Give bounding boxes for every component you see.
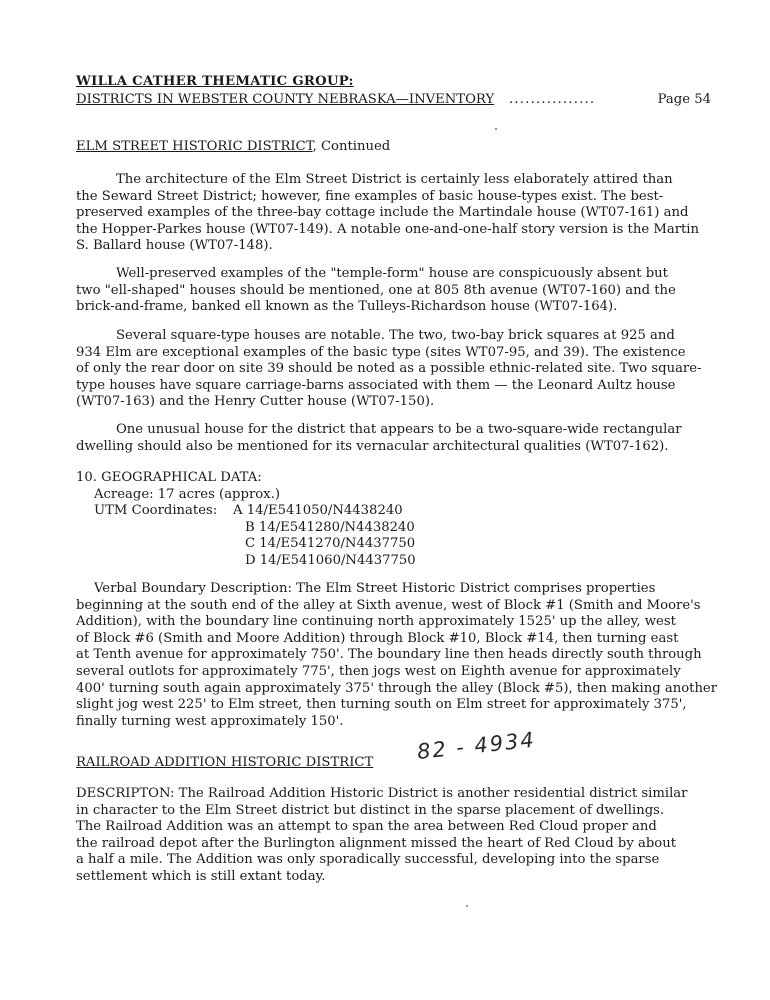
text-line: finally turning west approximately 150'. [76,713,344,729]
utm-coordinate: C 14/E541270/N4437750 [245,536,416,552]
text-line: brick-and-frame, banked ell known as the Tulleys-Richardson house (WT07-164). [76,299,618,315]
elm-paragraph-3 [76,328,716,411]
handwritten-reference-number: 82 - 4934 [415,727,537,764]
railroad-description [76,786,716,886]
utm-coordinates [94,503,416,569]
text-line: 400' turning south again approximately 375' through the alley (Block #5), then making another [76,680,718,696]
text-line: slight jog west 225' to Elm street, then turning south on Elm street for approximately 375', [76,697,687,713]
elm-paragraph-4 [76,422,716,455]
text-line: beginning at the south end of the alley at Sixth avenue, west of Block #1 (Smith and Moore's [76,597,701,613]
text-line: a half a mile. The Addition was only sporadically successful, developing into the sparse [76,852,660,868]
header-subtitle: DISTRICTS IN WEBSTER COUNTY NEBRASKA—INVENTORY [76,92,495,107]
elm-paragraph-2 [76,266,716,316]
text-line: of only the rear door on site 39 should be noted as a possible ethnic-related site. Two square- [76,361,702,377]
text-line: at Tenth avenue for approximately 750'. The boundary line then heads directly south through [76,647,702,663]
utm-coordinate: D 14/E541060/N4437750 [245,552,416,568]
elm-paragraph-1 [76,172,716,255]
verbal-boundary-description [76,581,716,730]
text-line: One unusual house for the district that appears to be a two-square-wide rectangular [116,422,682,437]
text-line: 934 Elm are exceptional examples of the basic type (sites WT07-95, and 39). The existence [76,344,686,360]
text-line: Well-preserved examples of the "temple-form" house are conspicuously absent but [116,266,668,281]
text-line: Several square-type houses are notable. The two, two-bay brick squares at 925 and [116,328,675,343]
geographical-data-section [76,470,716,570]
elm-heading: ELM STREET HISTORIC DISTRICT [76,139,313,154]
text-line: of Block #6 (Smith and Moore Addition) through Block #10, Block #14, then turning east [76,630,679,646]
text-line: the Seward Street District; however, fine examples of basic house-types exist. The best- [76,188,664,204]
scan-speck [466,905,468,907]
text-line: in character to the Elm Street district but distinct in the sparse placement of dwellings. [76,802,665,818]
text-line: type houses have square carriage-barns associated with them — the Leonard Aultz house [76,377,676,393]
text-line: The architecture of the Elm Street District is certainly less elaborately attired than [116,172,673,187]
railroad-section-heading [76,755,716,772]
header-title: WILLA CATHER THEMATIC GROUP: [76,74,354,89]
header-subtitle-row [76,92,711,109]
header-leader-dots: ................ [509,92,596,107]
elm-section-heading [76,139,716,156]
page-number: Page 54 [657,92,711,107]
text-line: settlement which is still extant today. [76,868,326,884]
acreage: Acreage: 17 acres (approx.) [94,486,280,502]
text-line: two "ell-shaped" houses should be mentioned, one at 805 8th avenue (WT07-160) and the [76,282,676,298]
text-line: (WT07-163) and the Henry Cutter house (WT07-150). [76,394,435,410]
text-line: preserved examples of the three-bay cottage include the Martindale house (WT07-161) and [76,205,689,221]
text-line: the Hopper-Parkes house (WT07-149). A notable one-and-one-half story version is the Martin [76,221,700,237]
railroad-heading: RAILROAD ADDITION HISTORIC DISTRICT [76,755,374,770]
utm-coordinate: A 14/E541050/N4438240 [233,503,403,519]
utm-coordinate: B 14/E541280/N4438240 [245,519,415,535]
text-line: Addition), with the boundary line continuing north approximately 1525' up the alley, west [76,614,676,630]
elm-heading-suffix: , Continued [312,139,391,154]
text-line: DESCRIPTON: The Railroad Addition Historic District is another residential district similar [76,786,688,801]
scan-speck [495,128,497,130]
document-header [76,74,716,91]
text-line: Verbal Boundary Description: The Elm Street Historic District comprises properties [94,581,656,596]
text-line: dwelling should also be mentioned for its vernacular architectural qualities (WT07-162). [76,438,669,454]
text-line: The Railroad Addition was an attempt to span the area between Red Cloud proper and [76,819,657,835]
text-line: several outlots for approximately 775', then jogs west on Eighth avenue for approximately [76,663,681,679]
utm-label: UTM Coordinates: [94,503,218,519]
geo-heading: 10. GEOGRAPHICAL DATA: [76,470,262,485]
text-line: the railroad depot after the Burlington alignment missed the heart of Red Cloud by about [76,835,677,851]
text-line: S. Ballard house (WT07-148). [76,238,273,254]
